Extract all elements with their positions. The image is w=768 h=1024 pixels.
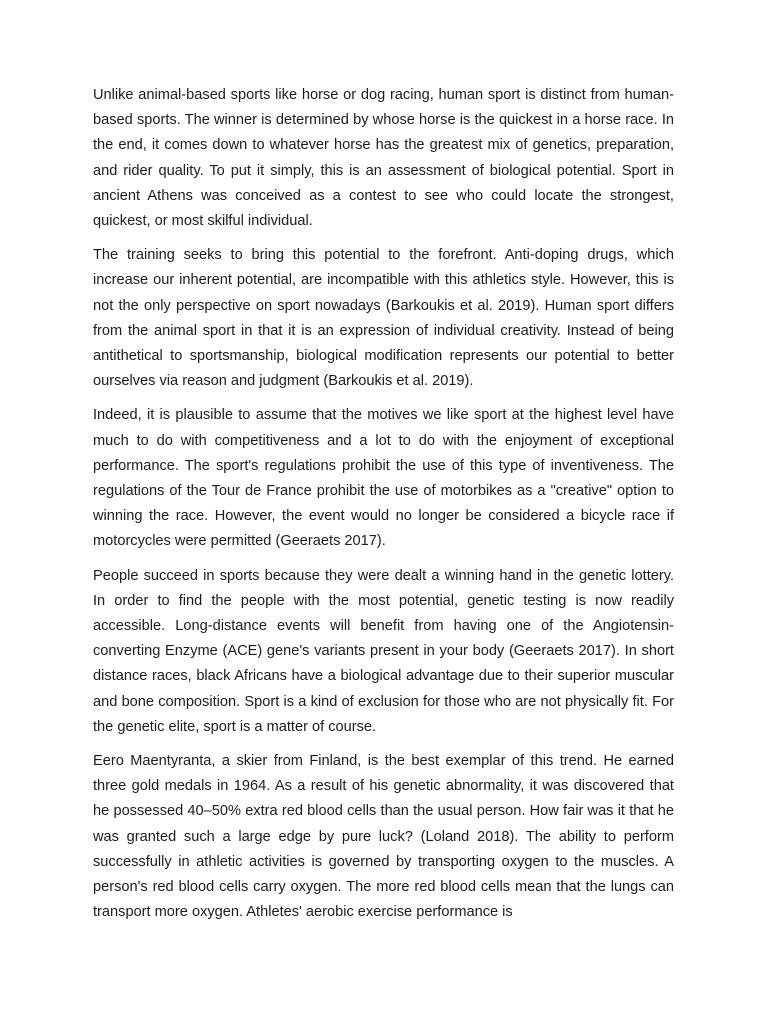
paragraph-5: Eero Maentyranta, a skier from Finland, is the best exemplar of this trend. He earned three gold medals in 1964. As a result of his genetic abnormality, it was discovered that he possessed 40–50% extra red blood cells than the usual person. How fair was it that he was granted such a large edge by pure luck? (Loland 2018). The ability to perform successfully in athletic activities is governed by transporting oxygen to the muscles. A person's red blood cells carry oxygen. The more red blood cells mean that the lungs can transport more oxygen. Athletes' aerobic exercise performance is [93, 753, 674, 921]
document-body [93, 83, 674, 935]
paragraph-2: The training seeks to bring this potential to the forefront. Anti-doping drugs, which increase our inherent potential, are incompatible with this athletics style. However, this is not the only perspective on sport nowadays (Barkoukis et al. 2019). Human sport differs from the animal sport in that it is an expression of individual creativity. Instead of being antithetical to sportsmanship, biological modification represents our potential to better ourselves via reason and judgment (Barkoukis et al. 2019). [93, 247, 674, 390]
paragraph-3: Indeed, it is plausible to assume that the motives we like sport at the highest level have much to do with competitiveness and a lot to do with the enjoyment of exceptional performance. The sport's regulations prohibit the use of this type of inventiveness. The regulations of the Tour de France prohibit the use of motorbikes as a "creative" option to winning the race. However, the event would no longer be considered a bicycle race if motorcycles were permitted (Geeraets 2017). [93, 407, 674, 550]
paragraph-4: People succeed in sports because they were dealt a winning hand in the genetic lottery. In order to find the people with the most potential, genetic testing is now readily accessible. Long-distance events will benefit from having one of the Angiotensin-converting Enzyme (ACE) gene's variants present in your body (Geeraets 2017). In short distance races, black Africans have a biological advantage due to their superior muscular and bone composition. Sport is a kind of exclusion for those who are not physically fit. For the genetic elite, sport is a matter of course. [93, 567, 674, 735]
paragraph-1: Unlike animal-based sports like horse or dog racing, human sport is distinct from human-based sports. The winner is determined by whose horse is the quickest in a horse race. In the end, it comes down to whatever horse has the greatest mix of genetics, preparation, and rider quality. To put it simply, this is an assessment of biological potential. Sport in ancient Athens was conceived as a contest to see who could locate the strongest, quickest, or most skilful individual. [93, 87, 674, 230]
